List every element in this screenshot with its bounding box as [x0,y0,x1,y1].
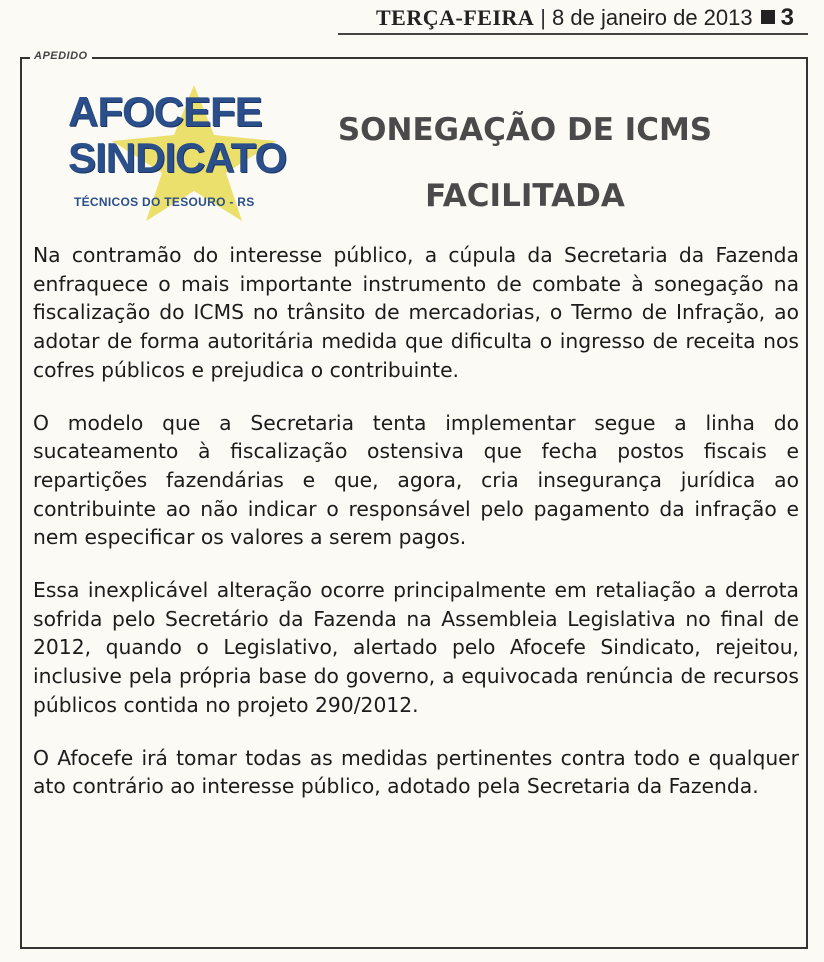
logo-subtitle: TÉCNICOS DO TESOURO - RS [74,195,255,209]
paragraph: O Afocefe irá tomar todas as medidas pertinentes contra todo e qualquer ato contrário ao interesse público, adotado pela Secretaria da Fazenda. [33,745,799,799]
afocefe-logo [44,83,294,223]
article-box [20,50,808,949]
square-bullet-icon [761,10,775,24]
title-line-2: FACILITADA [425,178,625,214]
article-title [290,97,760,229]
article-body [33,241,799,825]
header-rule [338,33,808,35]
page-header [376,4,794,32]
paragraph: Essa inexplicável alteração ocorre principalmente em retaliação a derrota sofrida pelo Secretário da Fazenda na Assembleia Legislativa no final de 2012, quando o Legislativo, alertado pelo Afocefe Sindicato, rejeitou, inclusive pela própria base do governo, a equivocada renúncia de recursos públicos contida no projeto 290/2012. [33,578,799,717]
logo-line-2: SINDICATO [68,134,287,181]
header-weekday: TERÇA-FEIRA [376,5,535,30]
header-separator: | [540,5,547,30]
logo-line-1: AFOCEFE [68,88,262,135]
title-line-1: SONEGAÇÃO DE ICMS [337,112,713,148]
paragraph: Na contramão do interesse público, a cúpula da Secretaria da Fazenda enfraquece o mais importante instrumento de combate à sonegação na fiscalização do ICMS no trânsito de mercadorias, o Termo de Infração, ao adotar de forma autoritária medida que dificulta o ingresso de receita nos cofres públicos e prejudica o contribuinte. [33,243,799,382]
page-number: 3 [780,4,794,31]
paragraph: O modelo que a Secretaria tenta implementar segue a linha do sucateamento à fiscalização ostensiva que fecha postos fiscais e repartições fazendárias e que, agora, cria insegurança jurídica ao contribuinte ao não indicar o responsável pelo pagamento da infração e nem especificar os valores a serem pagos. [33,410,799,550]
section-tag: APEDIDO [30,50,92,62]
header-date: 8 de janeiro de 2013 [552,5,753,30]
